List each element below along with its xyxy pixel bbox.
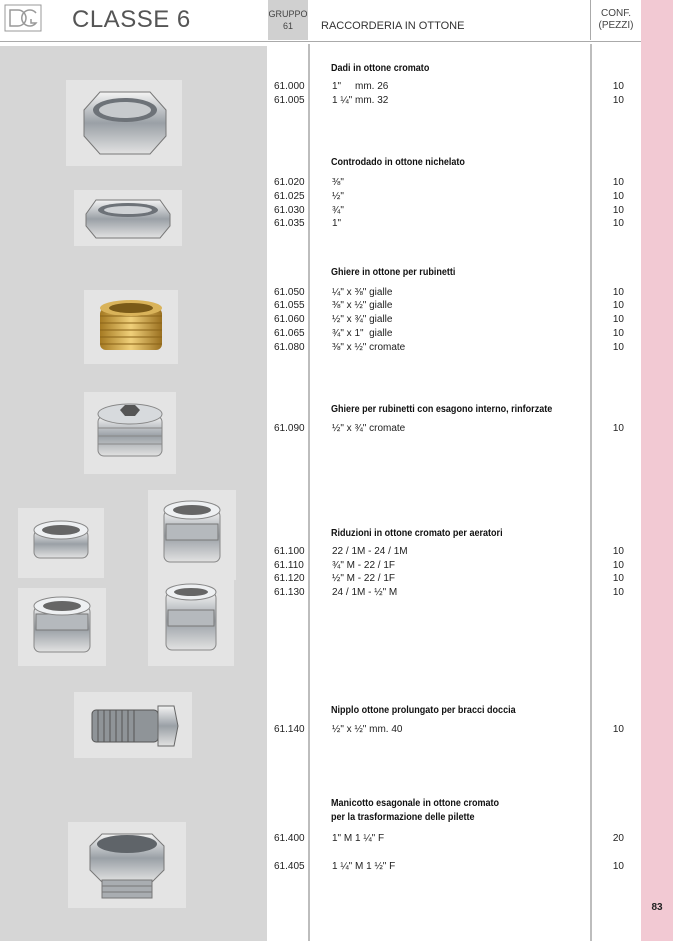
table-row bbox=[0, 587, 641, 601]
pack-quantity: 10 bbox=[612, 205, 624, 216]
product-description: ½" x ¾" gialle bbox=[332, 314, 393, 325]
page-number: 83 bbox=[651, 902, 663, 913]
gruppo-box bbox=[268, 0, 308, 40]
pack-quantity: 10 bbox=[612, 95, 624, 106]
product-description: ½" x ¾" cromate bbox=[332, 423, 406, 434]
table-row bbox=[0, 81, 641, 95]
product-code: 61.050 bbox=[274, 287, 305, 298]
table-row bbox=[0, 724, 641, 738]
product-description: 1" M 1 ¼" F bbox=[332, 833, 385, 844]
product-description: ½" bbox=[332, 191, 344, 202]
pack-quantity: 10 bbox=[612, 177, 624, 188]
table-row bbox=[0, 177, 641, 191]
product-code: 61.080 bbox=[274, 342, 305, 353]
product-code: 61.030 bbox=[274, 205, 305, 216]
table-row bbox=[0, 314, 641, 328]
product-description: 1 ¼" mm. 32 bbox=[332, 95, 389, 106]
product-code: 61.090 bbox=[274, 423, 305, 434]
table-row bbox=[0, 205, 641, 219]
conf-unit: (PEZZI) bbox=[598, 20, 634, 31]
side-band bbox=[641, 0, 673, 941]
table-row bbox=[0, 218, 641, 232]
pack-quantity: 10 bbox=[612, 546, 624, 557]
table-row bbox=[0, 328, 641, 342]
pack-quantity: 10 bbox=[612, 423, 624, 434]
pack-quantity: 10 bbox=[612, 191, 624, 202]
pack-quantity: 10 bbox=[612, 328, 624, 339]
table-row bbox=[0, 546, 641, 560]
section-title: Ghiere per rubinetti con esagono interno, rinforzate bbox=[331, 403, 553, 415]
pack-quantity: 10 bbox=[612, 314, 624, 325]
table-row bbox=[0, 287, 641, 301]
pack-quantity: 10 bbox=[612, 81, 624, 92]
product-code: 61.130 bbox=[274, 587, 305, 598]
section-title: Ghiere in ottone per rubinetti bbox=[331, 266, 456, 278]
section-title: Nipplo ottone prolungato per bracci doccia bbox=[331, 704, 516, 716]
product-description: ⅜" x ½" gialle bbox=[332, 300, 393, 311]
conf-box bbox=[590, 0, 641, 40]
product-code: 61.020 bbox=[274, 177, 305, 188]
pack-quantity: 10 bbox=[612, 342, 624, 353]
pack-quantity: 10 bbox=[612, 724, 624, 735]
table-row bbox=[0, 833, 641, 847]
pack-quantity: 10 bbox=[612, 573, 624, 584]
gruppo-number: 61 bbox=[282, 21, 293, 31]
product-code: 61.055 bbox=[274, 300, 305, 311]
product-description: 1 ¼" M 1 ½" F bbox=[332, 861, 396, 872]
table-row bbox=[0, 861, 641, 875]
product-description: ¾" x 1" gialle bbox=[332, 328, 393, 339]
pack-quantity: 10 bbox=[612, 218, 624, 229]
conf-label: CONF. bbox=[601, 8, 631, 19]
product-code: 61.035 bbox=[274, 218, 305, 229]
product-code: 61.000 bbox=[274, 81, 305, 92]
gruppo-label: GRUPPO bbox=[268, 9, 308, 19]
product-description: 1" bbox=[332, 218, 342, 229]
table-row bbox=[0, 95, 641, 109]
product-code: 61.005 bbox=[274, 95, 305, 106]
product-description: ⅜" bbox=[332, 177, 344, 188]
pack-quantity: 10 bbox=[612, 300, 624, 311]
product-description: ⅜" x ½" cromate bbox=[332, 342, 406, 353]
product-code: 61.065 bbox=[274, 328, 305, 339]
product-description: 24 / 1M - ½" M bbox=[332, 587, 398, 598]
product-description: 22 / 1M - 24 / 1M bbox=[332, 546, 408, 557]
product-code: 61.100 bbox=[274, 546, 305, 557]
table-row bbox=[0, 191, 641, 205]
product-code: 61.025 bbox=[274, 191, 305, 202]
table-row bbox=[0, 560, 641, 574]
class-title: CLASSE 6 bbox=[72, 6, 191, 33]
pack-quantity: 10 bbox=[612, 560, 624, 571]
page-header bbox=[0, 0, 641, 44]
product-code: 61.060 bbox=[274, 314, 305, 325]
product-code: 61.405 bbox=[274, 861, 305, 872]
table-row bbox=[0, 300, 641, 314]
product-code: 61.110 bbox=[274, 560, 304, 571]
section-title: Controdado in ottone nichelato bbox=[331, 156, 465, 168]
table-row bbox=[0, 423, 641, 437]
product-description: ¼" x ⅜" gialle bbox=[332, 287, 393, 298]
product-description: ½" M - 22 / 1F bbox=[332, 573, 396, 584]
pack-quantity: 20 bbox=[612, 833, 624, 844]
header-subject: RACCORDERIA IN OTTONE bbox=[321, 20, 465, 32]
section-title: Riduzioni in ottone cromato per aeratori bbox=[331, 527, 503, 539]
company-logo bbox=[4, 4, 42, 32]
product-description: ¾" bbox=[332, 205, 344, 216]
product-code: 61.120 bbox=[274, 573, 305, 584]
pack-quantity: 10 bbox=[612, 587, 624, 598]
product-code: 61.400 bbox=[274, 833, 305, 844]
table-row bbox=[0, 573, 641, 587]
product-code: 61.140 bbox=[274, 724, 305, 735]
header-divider bbox=[0, 41, 641, 42]
pack-quantity: 10 bbox=[612, 287, 624, 298]
product-description: 1" mm. 26 bbox=[332, 81, 389, 92]
product-description: ¾" M - 22 / 1F bbox=[332, 560, 396, 571]
section-title-line2: per la trasformazione delle pilette bbox=[331, 811, 475, 823]
section-title: Dadi in ottone cromato bbox=[331, 62, 430, 74]
pack-quantity: 10 bbox=[612, 861, 624, 872]
product-description: ½" x ½" mm. 40 bbox=[332, 724, 403, 735]
table-row bbox=[0, 342, 641, 356]
section-title: Manicotto esagonale in ottone cromato bbox=[331, 797, 500, 809]
